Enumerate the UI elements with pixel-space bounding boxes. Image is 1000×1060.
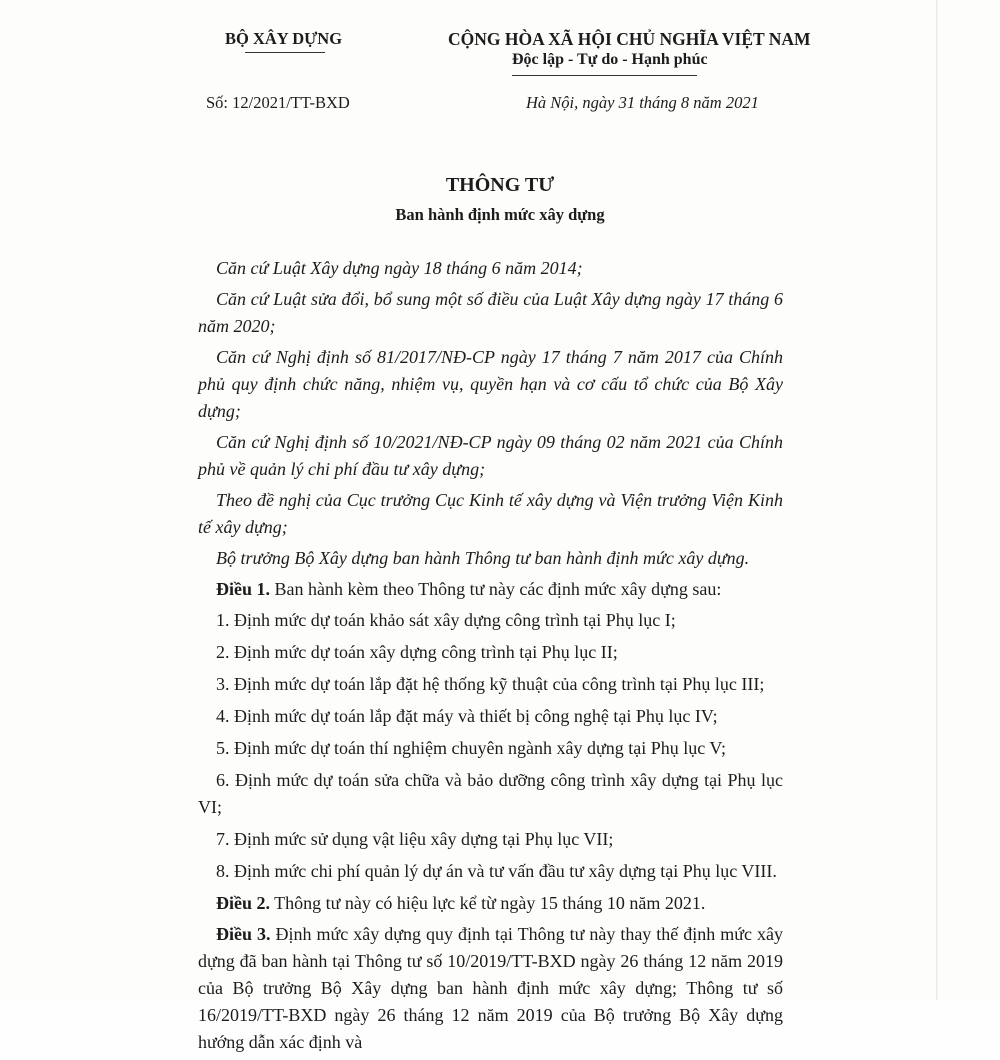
- list-item: 8. Định mức chi phí quản lý dự án và tư vấn đầu tư xây dựng tại Phụ lục VIII.: [216, 861, 777, 881]
- list-item: 6. Định mức dự toán sửa chữa và bảo dưỡng công trình xây dựng tại Phụ lục VI;: [198, 770, 783, 817]
- list-item: 7. Định mức sử dụng vật liệu xây dựng tại Phụ lục VII;: [216, 829, 614, 849]
- preamble-paragraph: Căn cứ Nghị định số 81/2017/NĐ-CP ngày 17 tháng 7 năm 2017 của Chính phủ quy định chức năng, nhiệm vụ, quyền hạn và cơ cấu tổ chức của Bộ Xây dựng;: [198, 347, 783, 421]
- list-item: 4. Định mức dự toán lắp đặt máy và thiết bị công nghệ tại Phụ lục IV;: [216, 706, 718, 726]
- national-title: CỘNG HÒA XÃ HỘI CHỦ NGHĨA VIỆT NAM: [448, 29, 811, 49]
- article-1: [198, 576, 783, 603]
- motto-underline: [512, 75, 697, 76]
- list-item: 2. Định mức dự toán xây dựng công trình tại Phụ lục II;: [216, 642, 618, 662]
- article-1-label: Điều 1.: [216, 579, 270, 599]
- article-3-label: Điều 3.: [216, 924, 271, 944]
- preamble-paragraph: Bộ trưởng Bộ Xây dựng ban hành Thông tư ban hành định mức xây dựng.: [216, 548, 750, 568]
- article-3: [198, 921, 783, 1056]
- article-1-text: Ban hành kèm theo Thông tư này các định mức xây dựng sau:: [270, 579, 722, 599]
- page-edge-shadow: [936, 0, 938, 1000]
- document-body: [198, 255, 783, 1060]
- article-2: [198, 890, 783, 917]
- preamble-paragraph: Căn cứ Nghị định số 10/2021/NĐ-CP ngày 09 tháng 02 năm 2021 của Chính phủ về quản lý chi phí đầu tư xây dựng;: [198, 432, 783, 479]
- list-item: 3. Định mức dự toán lắp đặt hệ thống kỹ thuật của công trình tại Phụ lục III;: [216, 674, 765, 694]
- ministry-underline: [245, 52, 325, 53]
- national-motto: Độc lập - Tự do - Hạnh phúc: [512, 51, 708, 68]
- preamble-paragraph: Theo đề nghị của Cục trưởng Cục Kinh tế xây dựng và Viện trưởng Viện Kinh tế xây dựng;: [198, 490, 783, 537]
- place-and-date: Hà Nội, ngày 31 tháng 8 năm 2021: [526, 93, 759, 112]
- document-subtitle: Ban hành định mức xây dựng: [395, 205, 605, 224]
- list-item: 5. Định mức dự toán thí nghiệm chuyên ngành xây dựng tại Phụ lục V;: [216, 738, 727, 758]
- article-2-label: Điều 2.: [216, 893, 270, 913]
- document-number: Số: 12/2021/TT-BXD: [206, 93, 350, 112]
- preamble-paragraph: Căn cứ Luật sửa đổi, bổ sung một số điều của Luật Xây dựng ngày 17 tháng 6 năm 2020;: [198, 289, 783, 336]
- article-3-text: Định mức xây dựng quy định tại Thông tư này thay thế định mức xây dựng đã ban hành tại Thông tư số 10/2019/TT-BXD ngày 26 tháng 12 năm 2019 của Bộ trưởng Bộ Xây dựng ban hành định mức xây dựng; Thông tư số 16/2019/TT-BXD ngày 26 tháng 12 năm 2019 của Bộ trưởng Bộ Xây dựng hướng dẫn xác định và: [198, 924, 783, 1052]
- document-title: THÔNG TƯ: [445, 174, 555, 196]
- article-2-text: Thông tư này có hiệu lực kể từ ngày 15 tháng 10 năm 2021.: [270, 893, 706, 913]
- preamble-paragraph: Căn cứ Luật Xây dựng ngày 18 tháng 6 năm 2014;: [216, 258, 583, 278]
- list-item: 1. Định mức dự toán khảo sát xây dựng công trình tại Phụ lục I;: [216, 610, 676, 630]
- issuing-ministry: BỘ XÂY DỰNG: [225, 29, 343, 48]
